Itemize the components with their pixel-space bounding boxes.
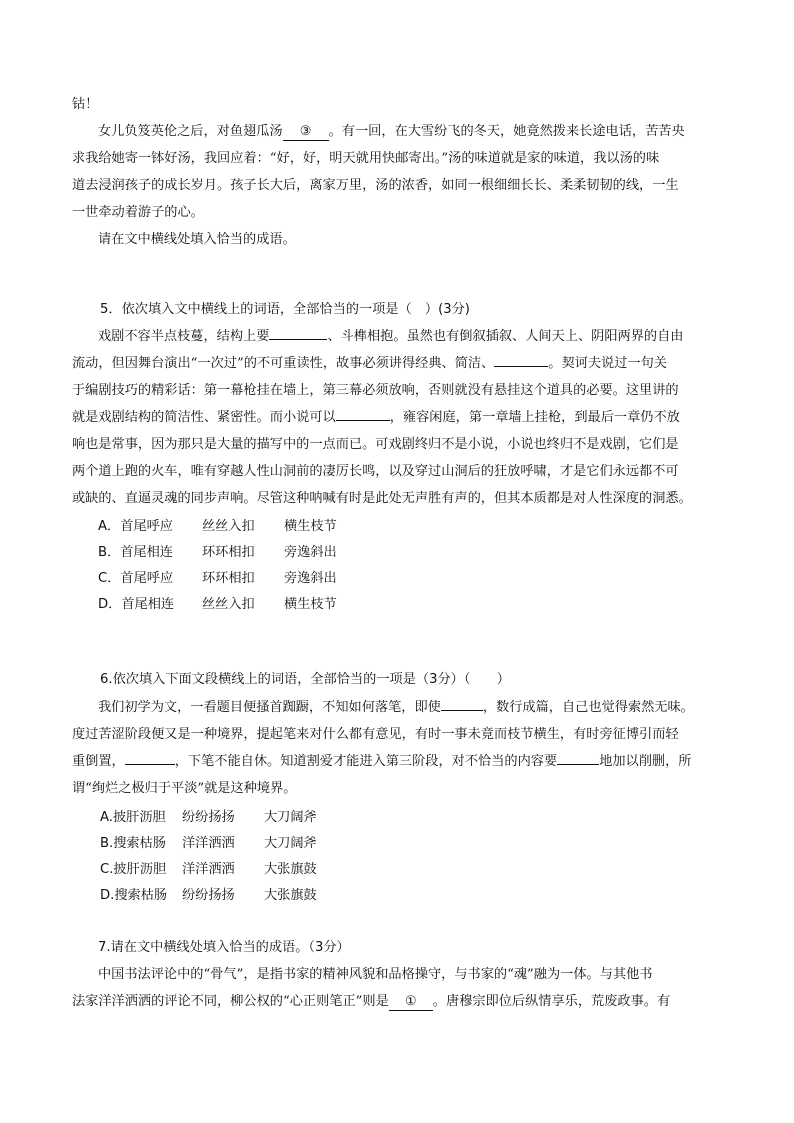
text-fragment: 就是戏剧结构的简洁性、紧密性。而小说可以 bbox=[72, 410, 336, 425]
option-label: B.搜索枯肠 bbox=[100, 836, 166, 851]
question-7-stem: 7.请在文中横线处填入恰当的成语。（3分） bbox=[98, 940, 350, 955]
option-word: 纷纷扬扬 bbox=[182, 810, 235, 825]
q5-passage-line: 两个道上跑的火车，唯有穿越人性山洞前的凄厉长鸣，以及穿过山洞后的狂放呼啸，才是它们永远都不可 bbox=[72, 464, 679, 479]
passage-line: 一世牵动着游子的心。 bbox=[72, 205, 204, 220]
text-fragment: 地加以削删，所 bbox=[599, 754, 692, 769]
option-word: 大张旗鼓 bbox=[264, 862, 317, 877]
q5-passage-line: 或缺的、直逼灵魂的同步声响。尽管这种呐喊有时是此处无声胜有声的，但其本质都是对人性深度的洞悉。 bbox=[72, 491, 692, 506]
text-fragment: 重倒置， bbox=[72, 754, 125, 769]
q6-passage-line bbox=[72, 752, 692, 772]
option-word: 环环相扣 bbox=[202, 545, 255, 560]
option-word: 纷纷扬扬 bbox=[182, 888, 235, 903]
q5-passage-line: 于编剧技巧的精彩话：第一幕枪挂在墙上，第三幕必须放响，否则就没有悬挂这个道具的必要。这里讲的 bbox=[72, 383, 679, 398]
text-fragment: ，下笔不能自休。知道割爱才能进入第三阶段，对不恰当的内容要 bbox=[174, 754, 558, 769]
option-word: 环环相扣 bbox=[202, 571, 255, 586]
option-label: A.披肝沥胆 bbox=[100, 810, 166, 825]
answer-blank bbox=[557, 764, 599, 765]
q5-option-a[interactable] bbox=[98, 517, 337, 537]
option-label: C.披肝沥胆 bbox=[100, 862, 167, 877]
q6-passage-line: 谓“绚烂之极归于平淡”就是这种境界。 bbox=[72, 781, 297, 796]
answer-blank bbox=[441, 710, 483, 711]
q5-option-b[interactable] bbox=[98, 543, 337, 563]
question-5-stem: 5．依次填入文中横线上的词语，全部恰当的一项是（ ）(3分) bbox=[100, 302, 470, 317]
answer-blank: ③ bbox=[283, 124, 329, 141]
passage-line bbox=[98, 122, 685, 142]
option-word: 大张旗鼓 bbox=[264, 888, 317, 903]
answer-blank bbox=[494, 366, 548, 367]
option-label: D.搜索枯肠 bbox=[100, 888, 168, 903]
q7-passage-line bbox=[72, 992, 670, 1012]
text-fragment: 女儿负笈英伦之后，对鱼翅瓜汤 bbox=[98, 124, 283, 139]
text-fragment: 。唐穆宗即位后纵情享乐，荒废政事。有 bbox=[432, 994, 671, 1009]
q6-option-b[interactable] bbox=[100, 834, 317, 854]
q5-option-d[interactable] bbox=[98, 595, 337, 615]
answer-blank: ① bbox=[389, 994, 433, 1011]
q6-passage-line bbox=[98, 698, 694, 718]
passage-line: 钴！ bbox=[72, 97, 99, 112]
q6-option-c[interactable] bbox=[100, 860, 317, 880]
passage-line: 求我给她寄一钵好汤，我回应着：“好，好，明天就用快邮寄出。”汤的味道就是家的味道，我以汤的味 bbox=[72, 151, 660, 166]
text-fragment: 。契诃夫说过一句关 bbox=[548, 356, 667, 371]
answer-blank bbox=[336, 420, 390, 421]
q5-passage-line: 响也是常事，因为那只是大量的描写中的一点而已。可戏剧终归不是小说，小说也终归不是戏剧，它们是 bbox=[72, 437, 679, 452]
q5-passage-line bbox=[72, 354, 667, 374]
answer-blank bbox=[269, 339, 327, 340]
question-6-stem: 6.依次填入下面文段横线上的词语，全部恰当的一项是（3分）（ ） bbox=[100, 672, 510, 687]
passage-line: 道去浸润孩子的成长岁月。孩子长大后，离家万里，汤的浓香，如同一根细细长长、柔柔韧韧的线，一生 bbox=[72, 178, 679, 193]
text-fragment: 、斗榫相抱。虽然也有倒叙插叙、人间天上、阴阳两界的自由 bbox=[327, 329, 684, 344]
q5-passage-line bbox=[98, 327, 684, 347]
text-fragment: ，雍容闲庭，第一章墙上挂枪，到最后一章仍不放 bbox=[389, 410, 680, 425]
instruction-line: 请在文中横线处填入恰当的成语。 bbox=[98, 232, 296, 247]
text-fragment: 流动，但因舞台演出“一次过”的不可重读性，故事必须讲得经典、简洁、 bbox=[72, 356, 495, 371]
text-fragment: 。有一回，在大雪纷飞的冬天，她竟然拨来长途电话，苦苦央 bbox=[328, 124, 685, 139]
q6-option-a[interactable] bbox=[100, 808, 317, 828]
answer-blank bbox=[125, 764, 175, 765]
option-word: 丝丝入扣 bbox=[202, 597, 255, 612]
option-label: D．首尾相连 bbox=[98, 597, 175, 612]
text-fragment: ，数行成篇，自己也觉得索然无味。 bbox=[482, 700, 694, 715]
text-fragment: 戏剧不容半点枝蔓，结构上要 bbox=[98, 329, 270, 344]
option-word: 旁逸斜出 bbox=[284, 571, 337, 586]
option-word: 横生枝节 bbox=[284, 519, 337, 534]
q7-passage-line: 中国书法评论中的“骨气”，是指书家的精神风貌和品格操守，与书家的“魂”融为一体。与其他书 bbox=[98, 967, 653, 982]
text-fragment: 我们初学为文，一看题目便搔首踟蹰，不知如何落笔，即使 bbox=[98, 700, 441, 715]
option-label: A．首尾呼应 bbox=[98, 519, 173, 534]
q6-option-d[interactable] bbox=[100, 886, 317, 906]
text-fragment: 法家洋洋洒洒的评论不同，柳公权的“心正则笔正”则是 bbox=[72, 994, 389, 1009]
q5-option-c[interactable] bbox=[98, 569, 337, 589]
q6-passage-line: 度过苦涩阶段便又是一种境界，提起笔来对什么都有意见，有时一事未竟而枝节横生，有时旁征博引而轻 bbox=[72, 727, 679, 742]
option-word: 洋洋洒洒 bbox=[182, 836, 235, 851]
option-word: 旁逸斜出 bbox=[284, 545, 337, 560]
option-label: B．首尾相连 bbox=[98, 545, 173, 560]
option-label: C．首尾呼应 bbox=[98, 571, 174, 586]
option-word: 丝丝入扣 bbox=[202, 519, 255, 534]
option-word: 大刀阔斧 bbox=[264, 810, 317, 825]
option-word: 横生枝节 bbox=[284, 597, 337, 612]
option-word: 大刀阔斧 bbox=[264, 836, 317, 851]
q5-passage-line bbox=[72, 408, 680, 428]
option-word: 洋洋洒洒 bbox=[182, 862, 235, 877]
